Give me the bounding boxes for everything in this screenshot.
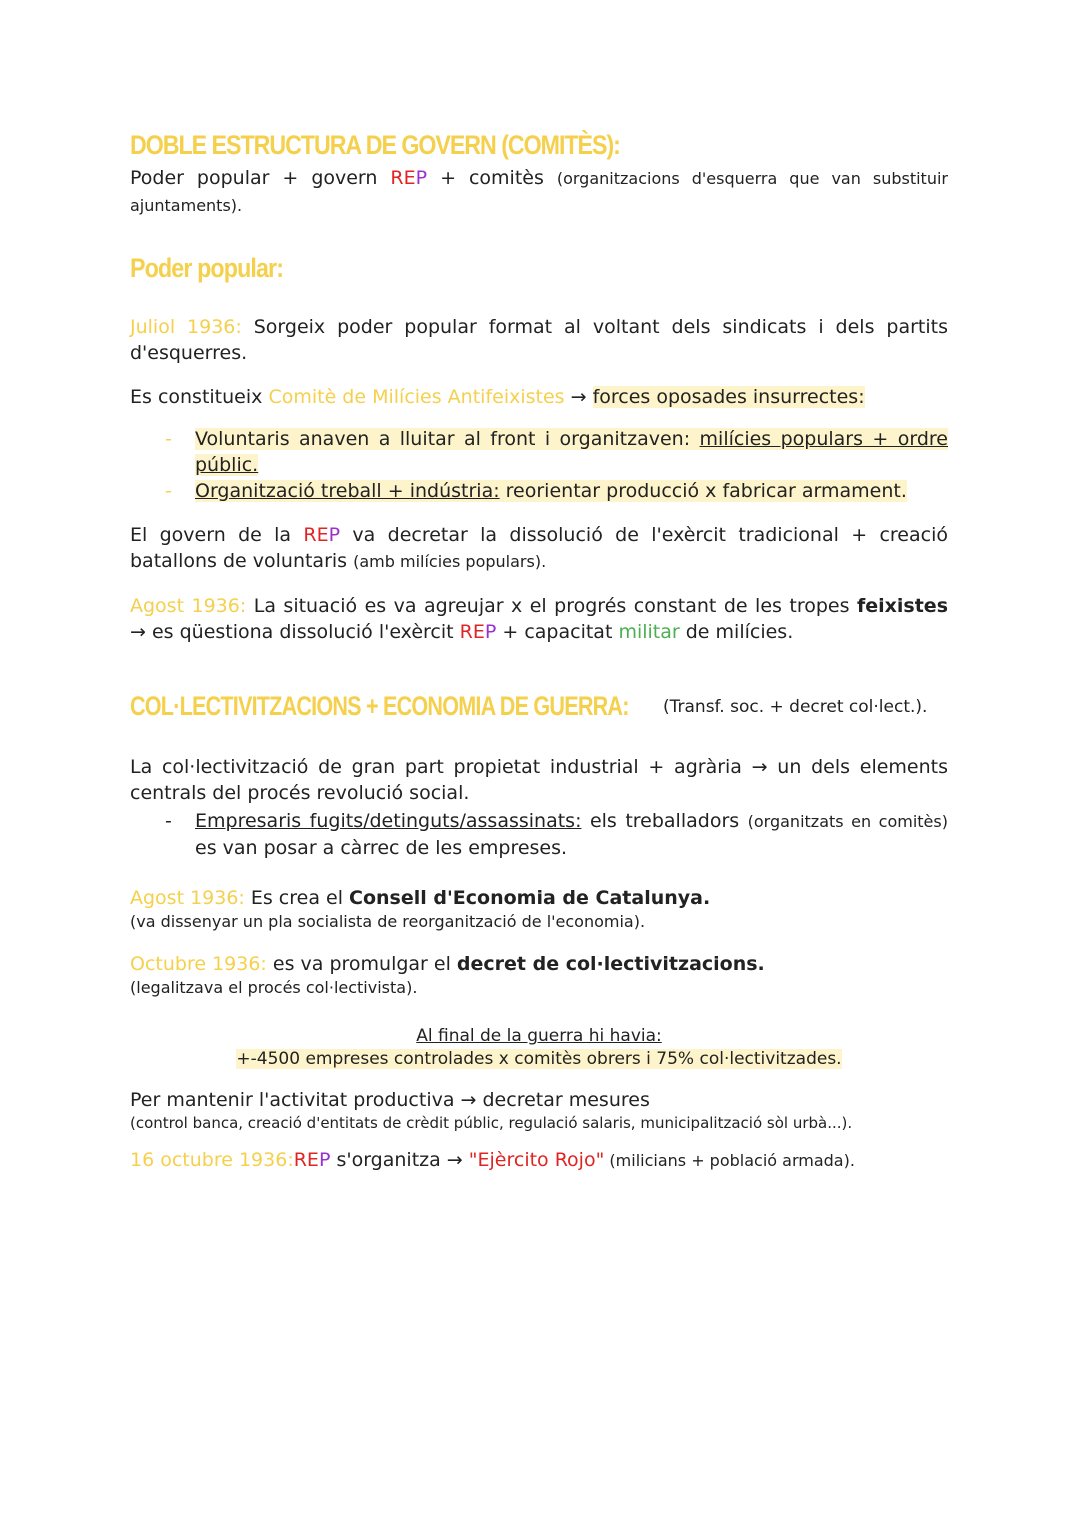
note-mesures: (control banca, creació d'entitats de crèdit públic, regulació salaris, municipalització sòl urbà...). [130, 1114, 853, 1132]
section-title-collectivitzacions: COL·LECTIVITZACIONS + ECONOMIA DE GUERRA: [130, 691, 629, 721]
paragraph-comite-milicies: Es constitueix Comitè de Milícies Antifeixistes → forces oposades insurrectes: [130, 386, 865, 408]
summary-final-guerra: Al final de la guerra hi havia: +-4500 empreses controlades x comitès obrers i 75% col·lectivitzades. [236, 1026, 842, 1069]
paragraph-decret-collectivitzacions: Octubre 1936: es va promulgar el decret de col·lectivitzacions. [130, 953, 765, 975]
list-collectivitzacio [130, 808, 948, 861]
paragraph-juliol-1936: Juliol 1936: Sorgeix poder popular format al voltant dels sindicats i dels partits d'esquerres. [130, 316, 948, 364]
section-header-collectivitzacions [130, 691, 948, 722]
list-item: - Organització treball + indústria: reorientar producció x fabricar armament. [165, 480, 907, 502]
section-title-note: (Transf. soc. + decret col·lect.). [663, 697, 928, 717]
list-item: - Empresaris fugits/detinguts/assassinats: els treballadors (organitzats en comitès) es van posar a càrrec de les empreses. [165, 810, 948, 859]
list-poder-popular [130, 426, 948, 504]
paragraph-mantenir-activitat: Per mantenir l'activitat productiva → decretar mesures [130, 1089, 650, 1111]
paragraph-consell-economia: Agost 1936: Es crea el Consell d'Economia de Catalunya. [130, 887, 711, 909]
paragraph-ejercito-rojo: 16 octubre 1936:REP s'organitza → "Ejèrcito Rojo" (milicians + població armada). [130, 1149, 855, 1171]
list-item: - Voluntaris anaven a lluitar al front i organitzaven: milícies populars + ordre públic. [165, 428, 948, 476]
notes-page [130, 130, 948, 1174]
section-title-poder-popular: Poder popular: [130, 253, 284, 283]
paragraph-govern-rep: El govern de la REP va decretar la dissolució de l'exèrcit tradicional + creació batallons de voluntaris (amb milícies populars). [130, 524, 948, 572]
note-consell-economia: (va dissenyar un pla socialista de reorganització de l'economia). [130, 912, 646, 931]
section-title-doble-estructura: DOBLE ESTRUCTURA DE GOVERN (COMITÈS): [130, 130, 620, 160]
note-decret: (legalitzava el procés col·lectivista). [130, 978, 418, 997]
paragraph-doble-estructura: Poder popular + govern REP + comitès (organitzacions d'esquerra que van substituir ajuntaments). [130, 167, 948, 215]
paragraph-collectivitzacio: La col·lectivització de gran part propietat industrial + agrària → un dels elements centrals del procés revolució social. [130, 756, 948, 804]
paragraph-agost-1936: Agost 1936: La situació es va agreujar x el progrés constant de les tropes feixistes → es qüestiona dissolució l'exèrcit REP + capacitat militar de milícies. [130, 595, 949, 643]
